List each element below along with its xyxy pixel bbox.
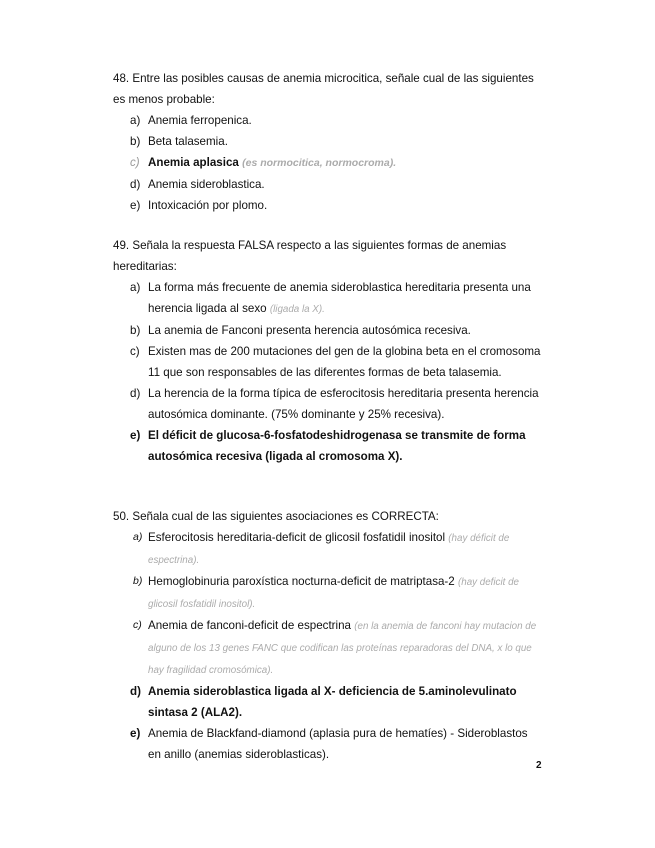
option-label: a) (130, 114, 141, 127)
option-note: (hay deficit de glicosil fosfatidil inositol). (148, 577, 519, 610)
option-50-e (113, 723, 543, 765)
option-text: Anemia de Blackfand-diamond (aplasia pura de hematíes) - Sideroblastos en anillo (anemias sideroblasticas). (148, 727, 528, 761)
option-label: e) (130, 429, 141, 442)
question-50-stem: 50. Señala cual de las siguientes asociaciones es CORRECTA: (113, 510, 439, 523)
option-text: Beta talasemia. (148, 135, 228, 148)
question-49-options (113, 277, 543, 467)
option-48-d (113, 174, 543, 195)
option-49-c (113, 341, 543, 383)
option-49-b (113, 320, 543, 341)
option-note: (hay déficit de espectrina). (148, 533, 510, 566)
option-label: e) (130, 727, 141, 740)
option-label: c) (133, 619, 142, 631)
question-49-stem: 49. Señala la respuesta FALSA respecto a las siguientes formas de anemias hereditarias: (113, 239, 507, 273)
question-50 (113, 506, 543, 765)
option-text: Hemoglobinuria paroxística nocturna-deficit de matriptasa-2 (148, 575, 455, 588)
question-49 (113, 235, 543, 467)
page-number: 2 (536, 760, 542, 771)
option-label: b) (130, 135, 141, 148)
option-text: Anemia sideroblastica ligada al X- deficiencia de 5.aminolevulinato sintasa 2 (ALA2). (148, 685, 517, 719)
option-49-e-correct (113, 425, 543, 467)
option-label: d) (130, 178, 141, 191)
option-50-a (113, 527, 543, 571)
option-text: Intoxicación por plomo. (148, 199, 268, 212)
option-49-a (113, 277, 543, 320)
option-50-c (113, 615, 543, 681)
option-48-e (113, 195, 543, 216)
option-48-b (113, 131, 543, 152)
option-text: La anemia de Fanconi presenta herencia autosómica recesiva. (148, 324, 471, 337)
option-note: (es normocitica, normocroma). (242, 157, 397, 169)
option-text: La forma más frecuente de anemia sideroblastica hereditaria presenta una herencia ligada al sexo (148, 281, 531, 315)
option-48-a (113, 110, 543, 131)
option-50-b (113, 571, 543, 615)
option-text: Anemia de fanconi-deficit de espectrina (148, 619, 352, 632)
option-label: c) (130, 345, 140, 358)
option-49-d (113, 383, 543, 425)
option-50-d-correct (113, 681, 543, 723)
option-label: a) (133, 531, 143, 543)
option-label: d) (130, 685, 141, 698)
option-text: Existen mas de 200 mutaciones del gen de la globina beta en el cromosoma 11 que son responsables de las diferentes formas de beta talasemia. (148, 345, 541, 379)
option-text: Esferocitosis hereditaria-deficit de glicosil fosfatidil inositol (148, 531, 446, 544)
option-note: (ligada la X). (269, 304, 325, 315)
option-note: (en la anemia de fanconi hay mutacion de alguno de los 13 genes FANC que codifican las proteínas reparadoras del DNA, x lo que hay fragilidad cromosómica). (148, 621, 537, 676)
option-label: a) (130, 281, 141, 294)
option-text: Anemia ferropenica. (148, 114, 252, 127)
option-text: Anemia sideroblastica. (148, 178, 265, 191)
option-text: La herencia de la forma típica de esferocitosis hereditaria presenta herencia autosómica dominante. (75% dominante y 25% recesiva). (148, 387, 539, 421)
question-48 (113, 68, 543, 216)
option-label: d) (130, 387, 141, 400)
question-50-options (113, 527, 543, 765)
option-label: e) (130, 199, 141, 212)
option-label: b) (133, 575, 143, 587)
question-48-stem: 48. Entre las posibles causas de anemia microcitica, señale cual de las siguientes es menos probable: (113, 72, 534, 106)
option-48-c-correct (113, 152, 543, 174)
option-text: El déficit de glucosa-6-fosfatodeshidrogenasa se transmite de forma autosómica recesiva (ligada al cromosoma X). (148, 429, 526, 463)
option-label: c) (130, 156, 140, 169)
question-48-options (113, 110, 543, 216)
option-text: Anemia aplasica (148, 156, 239, 169)
option-label: b) (130, 324, 141, 337)
